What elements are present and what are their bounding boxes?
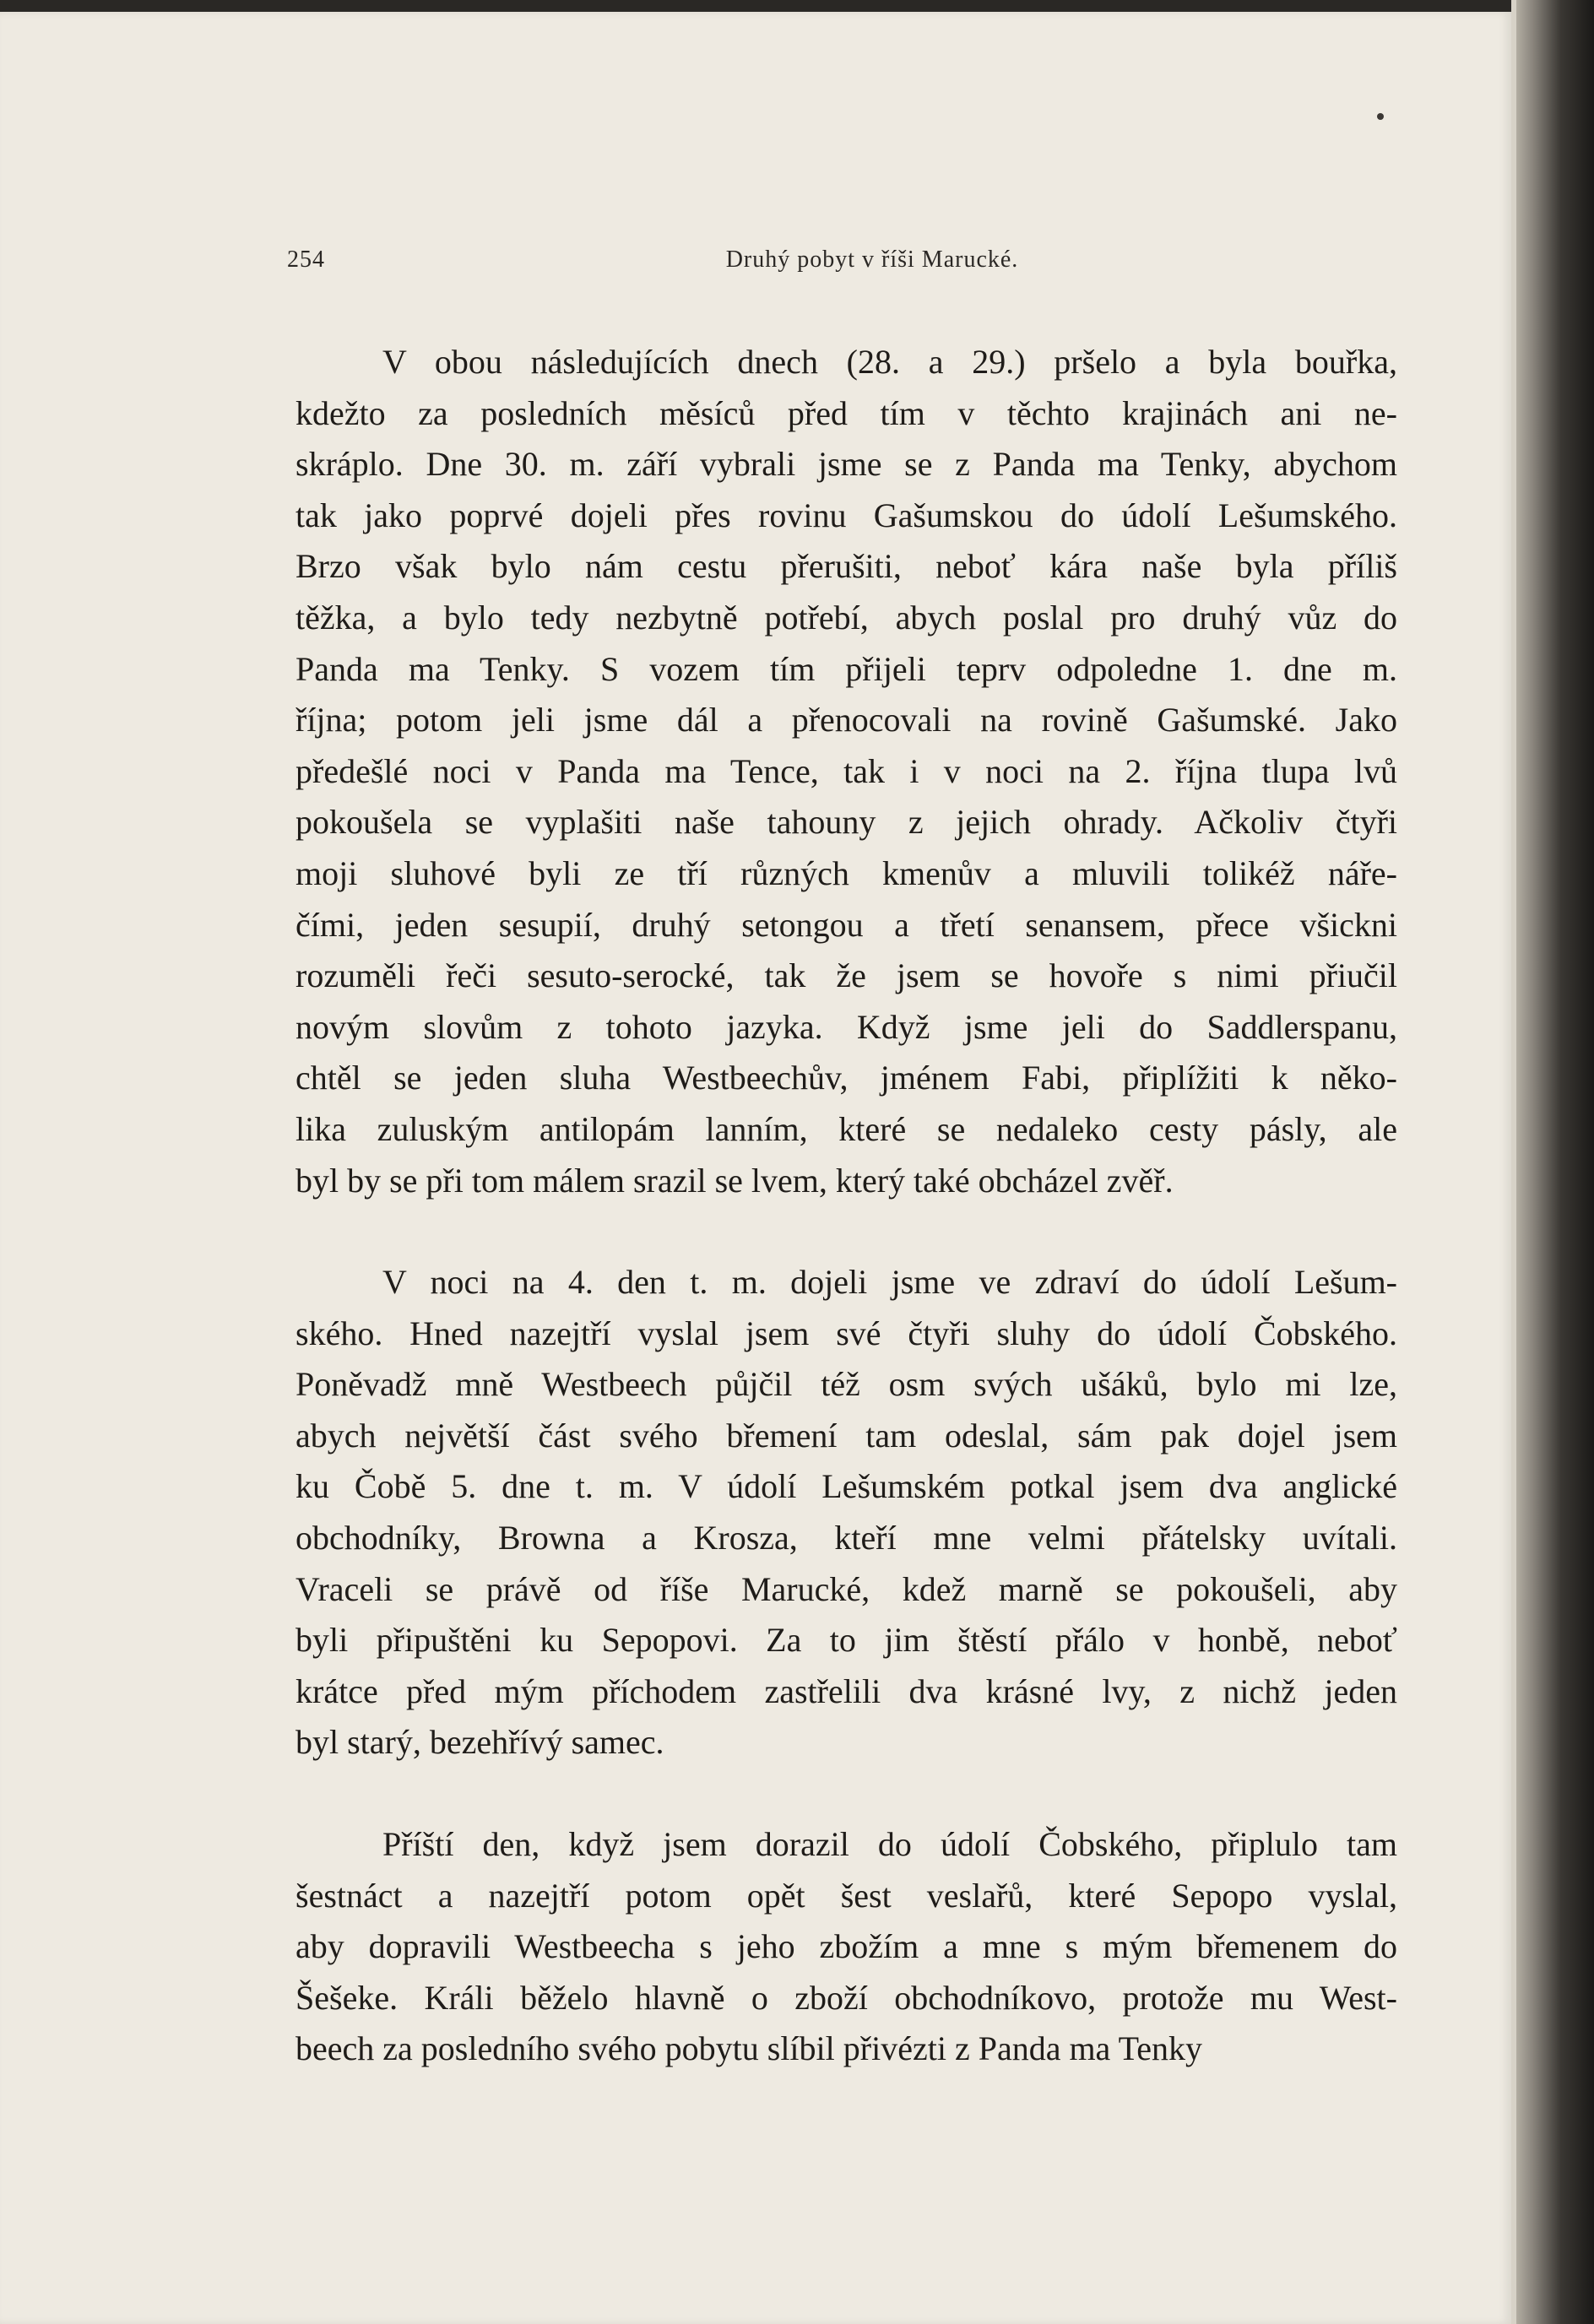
paragraph-gap — [295, 1769, 1397, 1819]
text-line: Vraceli se právě od říše Marucké, kdež marně se pokoušeli, aby — [295, 1569, 1397, 1608]
text-line: byl by se při tom málem srazil se lvem, který také obcházel zvěř. — [295, 1161, 1174, 1200]
text-line: byli připuštěni ku Sepopovi. Za to jim štěstí přálo v honbě, neboť — [295, 1621, 1397, 1660]
text-line: října; potom jeli jsme dál a přenocovali na rovině Gašumské. Jako — [295, 701, 1397, 739]
text-line: abych největší část svého břemení tam odeslal, sám pak dojel jsem — [295, 1416, 1397, 1455]
text-line: ského. Hned nazejtří vyslal jsem své čtyři sluhy do údolí Čobského. — [295, 1314, 1397, 1352]
paragraph-3 — [295, 1819, 1397, 2075]
ink-dot — [1377, 113, 1384, 120]
text-line: beech za posledního svého pobytu slíbil přivézti z Panda ma Tenky — [295, 2029, 1202, 2068]
text-line: skráplo. Dne 30. m. září vybrali jsme se z Panda ma Tenky, abychom — [295, 445, 1397, 484]
text-line: čími, jeden sesupií, druhý setongou a třetí senansem, přece všickni — [295, 905, 1397, 944]
paragraph-gap — [295, 1206, 1397, 1257]
text-line: byl starý, bezehřívý samec. — [295, 1723, 664, 1762]
paragraph-2 — [295, 1257, 1397, 1769]
body-text — [295, 337, 1397, 2075]
text-line: Panda ma Tenky. S vozem tím přijeli teprv odpoledne 1. dne m. — [295, 649, 1397, 688]
page-fold — [1511, 0, 1516, 2324]
text-line: novým slovům z tohoto jazyka. Když jsme jeli do Saddlerspanu, — [295, 1007, 1397, 1046]
text-line: lika zuluským antilopám lanním, které se nedaleko cesty pásly, ale — [295, 1109, 1397, 1148]
text-line: Příští den, když jsem dorazil do údolí Čobského, připlulo tam — [382, 1825, 1397, 1864]
text-line: Šešeke. Králi běželo hlavně o zboží obchodníkovo, protože mu West- — [295, 1978, 1397, 2017]
page-number: 254 — [287, 246, 325, 273]
running-head — [287, 246, 1407, 285]
text-line: krátce před mým příchodem zastřelili dva krásné lvy, z nichž jeden — [295, 1671, 1397, 1710]
text-line: předešlé noci v Panda ma Tence, tak i v noci na 2. října tlupa lvů — [295, 751, 1397, 790]
text-line: šestnáct a nazejtří potom opět šest veslařů, které Sepopo vyslal, — [295, 1876, 1397, 1915]
text-line: chtěl se jeden sluha Westbeechův, jménem Fabi, připlížiti k něko- — [295, 1059, 1397, 1097]
text-line: moji sluhové byli ze tří různých kmenův a mluvili tolikéž náře- — [295, 853, 1397, 892]
paragraph-1 — [295, 337, 1397, 1206]
text-line: rozuměli řeči sesuto-serocké, tak že jsem se hovoře s nimi přiučil — [295, 956, 1397, 995]
book-page — [0, 12, 1511, 2324]
text-line: obchodníky, Browna a Krosza, kteří mne velmi přátelsky uvítali. — [295, 1519, 1397, 1557]
text-line: tak jako poprvé dojeli přes rovinu Gašumskou do údolí Lešumského. — [295, 496, 1397, 534]
text-line: kdežto za posledních měsíců před tím v těchto krajinách ani ne- — [295, 393, 1397, 432]
running-title: Druhý pobyt v říši Marucké. — [725, 246, 1019, 273]
text-line: aby dopravili Westbeecha s jeho zbožím a mne s mým břemenem do — [295, 1927, 1397, 1966]
text-line: Brzo však bylo nám cestu přerušiti, neboť kára naše byla příliš — [295, 547, 1397, 586]
text-line: pokoušela se vyplašiti naše tahouny z jejich ohrady. Ačkoliv čtyři — [295, 803, 1397, 842]
text-line: ku Čobě 5. dne t. m. V údolí Lešumském potkal jsem dva anglické — [295, 1467, 1397, 1506]
text-line: těžka, a bylo tedy nezbytně potřebí, abych poslal pro druhý vůz do — [295, 598, 1397, 637]
text-line: Poněvadž mně Westbeech půjčil též osm svých ušáků, bylo mi lze, — [295, 1365, 1397, 1404]
text-line: V noci na 4. den t. m. dojeli jsme ve zdraví do údolí Lešum- — [382, 1263, 1397, 1302]
text-line: V obou následujících dnech (28. a 29.) pršelo a byla bouřka, — [382, 343, 1397, 381]
page-edge-shadow — [1511, 0, 1594, 2324]
